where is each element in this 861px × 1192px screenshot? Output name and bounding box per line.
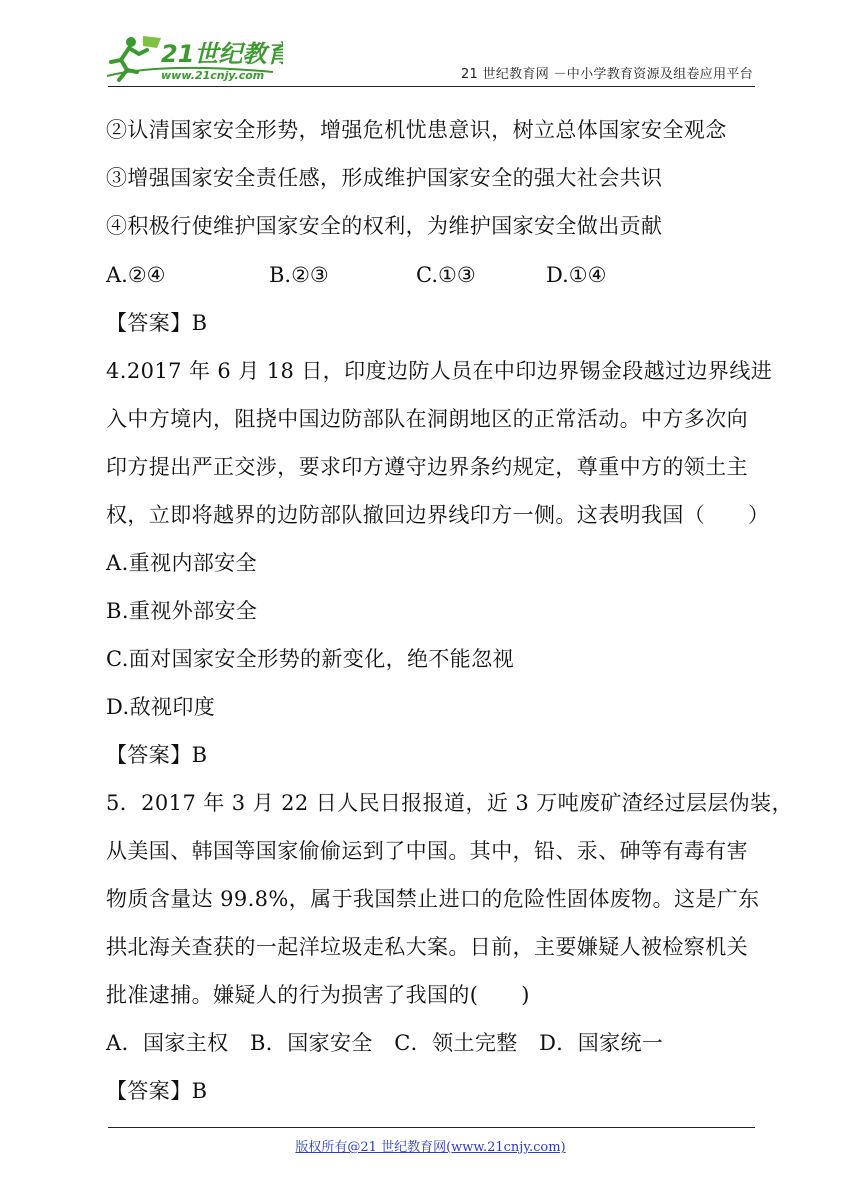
q4-stem-line-4: 权，立即将越界的边防部队撤回边界线印方一侧。这表明我国（ ） <box>106 503 770 527</box>
q4-choice-a: A.重视内部安全 <box>106 551 258 575</box>
q4-choice-b: B.重视外部安全 <box>106 599 258 623</box>
q4-stem-line-1: 4.2017 年 6 月 18 日，印度边防人员在中印边界锡金段越过边界线进 <box>106 359 773 383</box>
q3-choice-d: D.①④ <box>546 263 607 287</box>
q5-stem-line-5: 批准逮捕。嫌疑人的行为损害了我国的( ) <box>106 983 530 1007</box>
q5-stem-line-1: 5．2017 年 3 月 22 日人民日报报道，近 3 万吨废矿渣经过层层伪装， <box>106 791 793 815</box>
q5-stem-line-3: 物质含量达 99.8%，属于我国禁止进口的危险性固体废物。这是广东 <box>106 887 760 911</box>
q3-option-4: ④积极行使维护国家安全的权利，为维护国家安全做出贡献 <box>106 214 663 238</box>
footer-divider <box>108 1127 755 1128</box>
header-tagline: 21 世纪教育网 －中小学教育资源及组卷应用平台 <box>460 67 753 82</box>
q3-choice-c: C.①③ <box>416 263 476 287</box>
q3-option-3: ③增强国家安全责任感，形成维护国家安全的强大社会共识 <box>106 166 663 190</box>
q5-stem-line-2: 从美国、韩国等国家偷偷运到了中国。其中，铅、汞、砷等有毒有害 <box>106 839 748 863</box>
runner-icon <box>103 32 283 84</box>
q4-stem-line-3: 印方提出严正交涉，要求印方遵守边界条约规定，尊重中方的领土主 <box>106 455 748 479</box>
footer-copyright-link[interactable]: 版权所有@21 世纪教育网(www.21cnjy.com) <box>295 1140 566 1155</box>
logo-url: www.21cnjy.com <box>161 69 265 82</box>
q3-choice-b: B.②③ <box>269 263 329 287</box>
q3-option-2: ②认清国家安全形势，增强危机忧患意识，树立总体国家安全观念 <box>106 118 727 142</box>
q3-choice-a: A.②④ <box>106 263 166 287</box>
q4-answer: 【答案】B <box>106 743 208 767</box>
q4-choice-c: C.面对国家安全形势的新变化，绝不能忽视 <box>106 647 514 671</box>
q5-answer: 【答案】B <box>106 1079 208 1103</box>
q5-stem-line-4: 拱北海关查获的一起洋垃圾走私大案。日前，主要嫌疑人被检察机关 <box>106 935 748 959</box>
q3-answer: 【答案】B <box>106 311 208 335</box>
q4-choice-d: D.敌视印度 <box>106 695 216 719</box>
site-logo[interactable] <box>103 32 283 84</box>
q4-stem-line-2: 入中方境内，阻挠中国边防部队在洞朗地区的正常活动。中方多次向 <box>106 407 748 431</box>
header-divider <box>108 86 755 87</box>
q5-choices: A．国家主权 B．国家安全 C．领土完整 D．国家统一 <box>106 1031 664 1055</box>
logo-wordmark: 21世纪教育 <box>161 40 283 68</box>
